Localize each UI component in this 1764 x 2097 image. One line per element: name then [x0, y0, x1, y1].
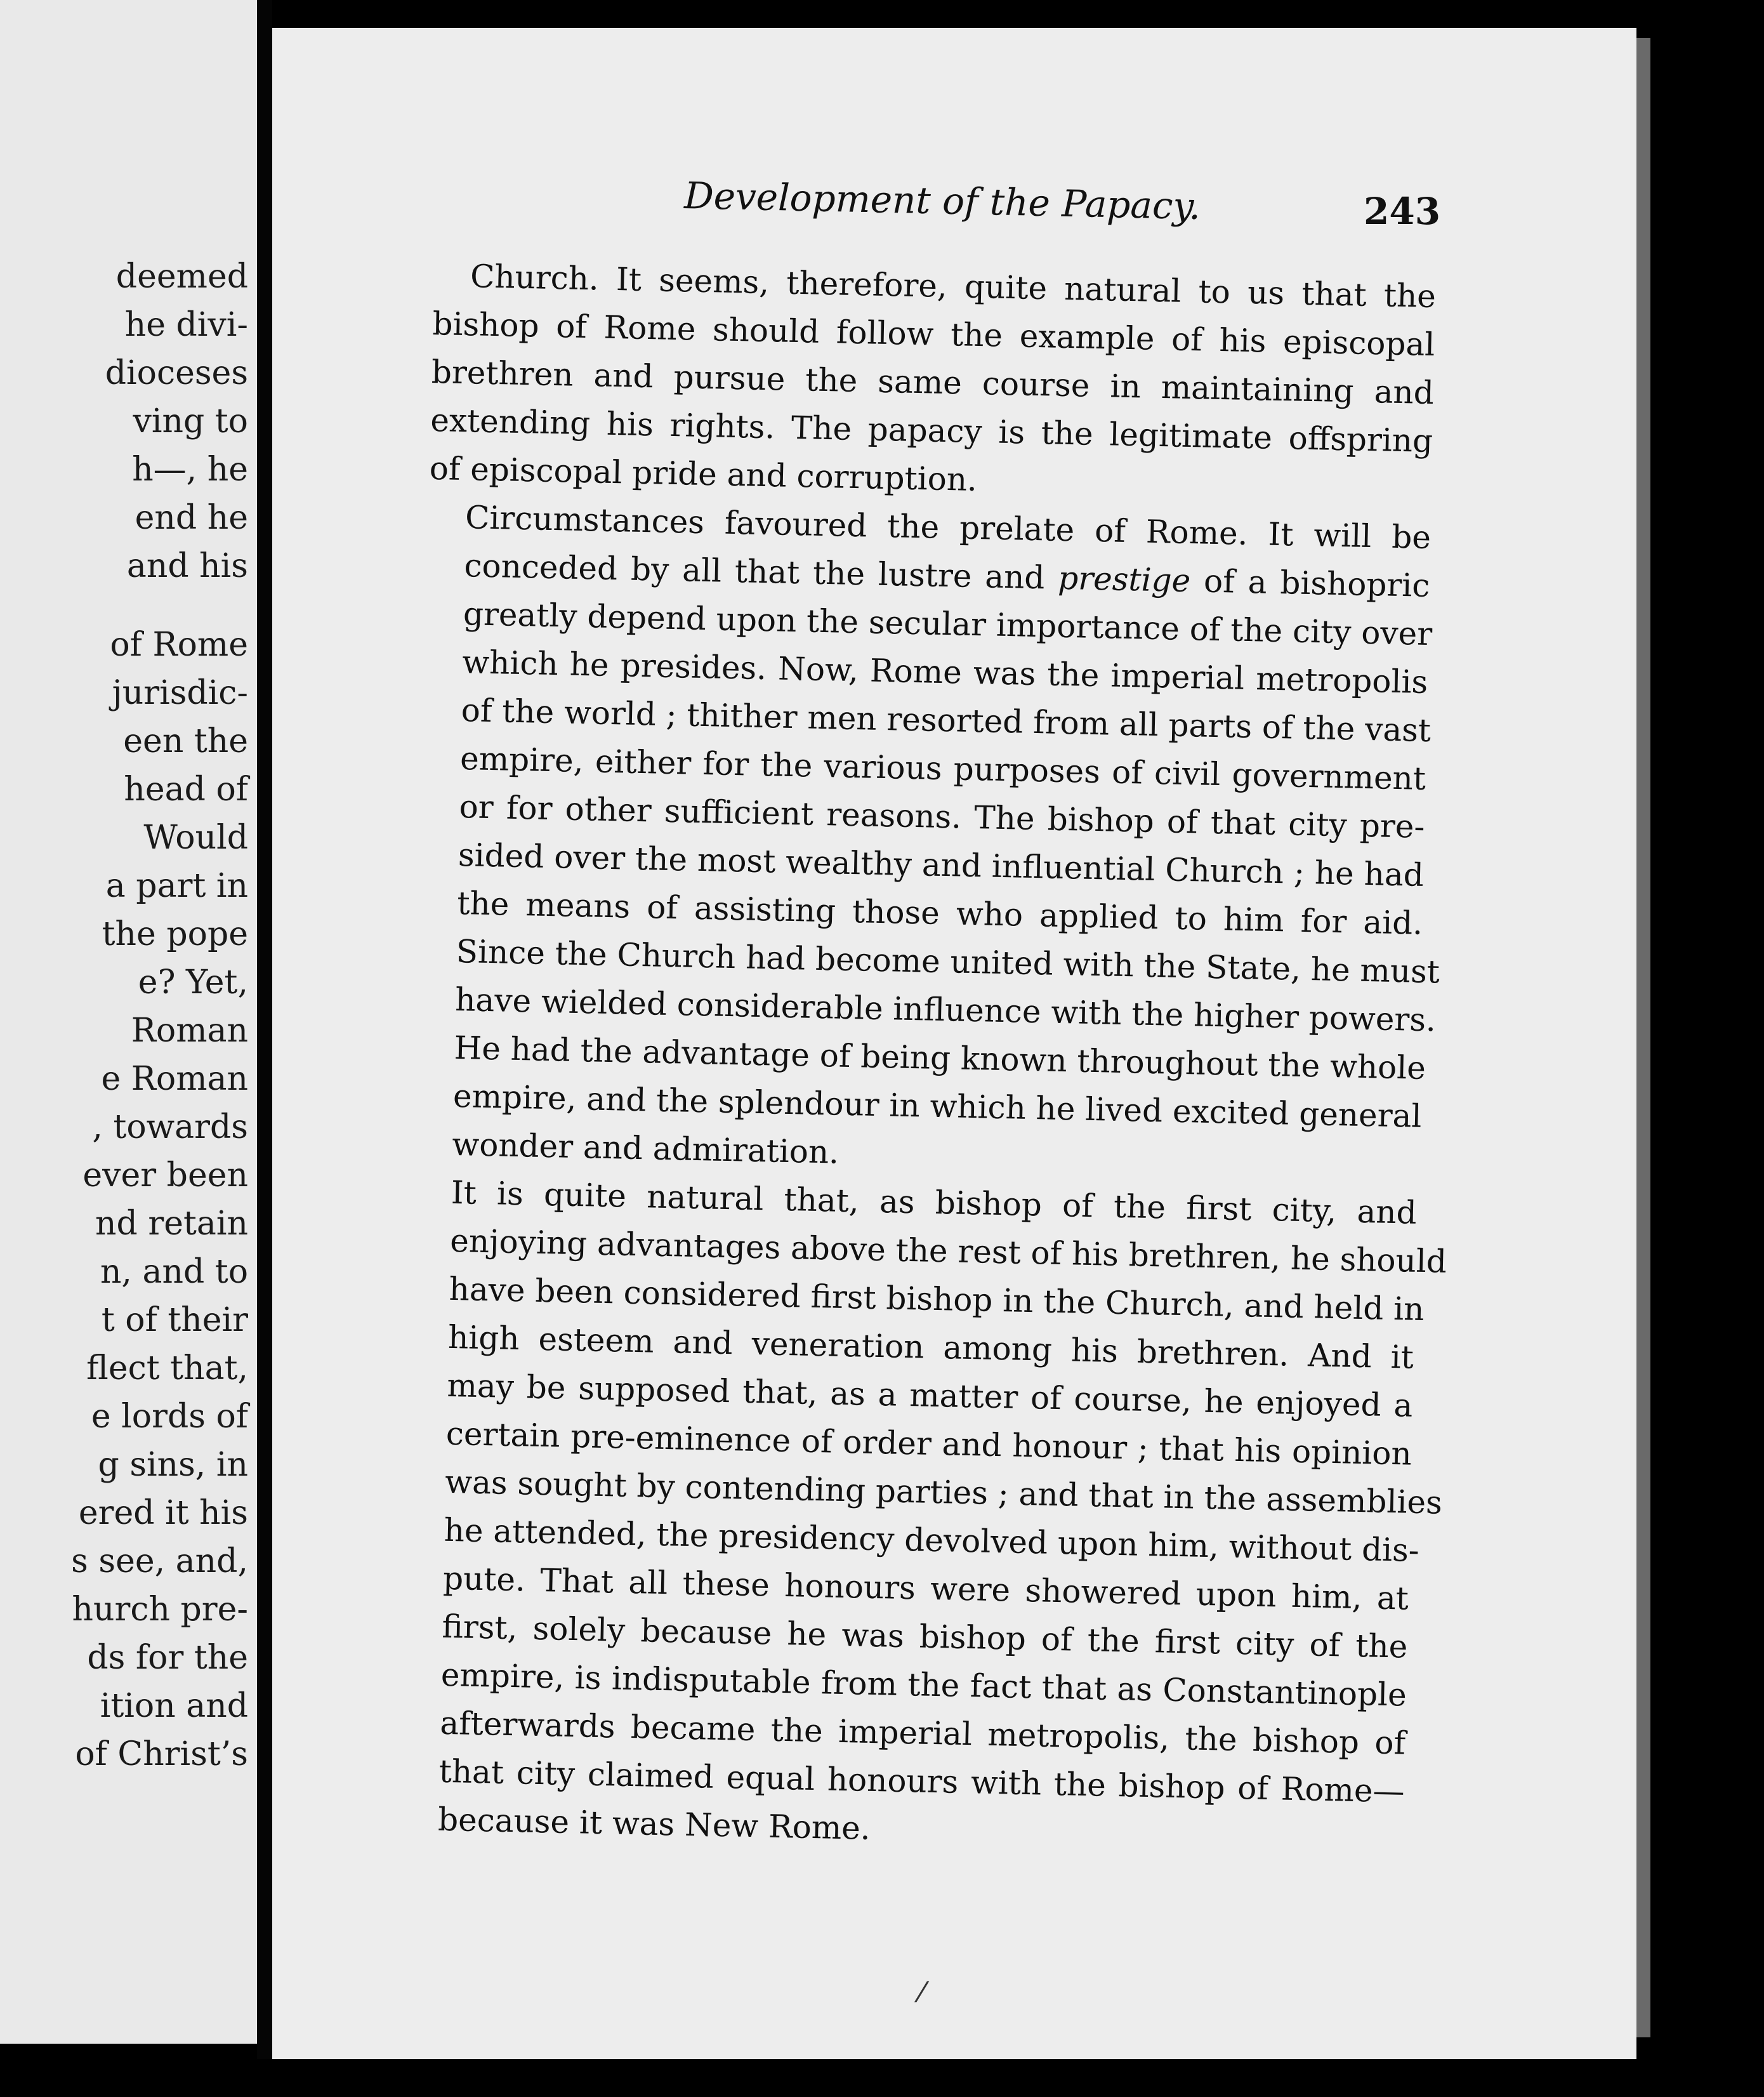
page-edge: [1636, 38, 1650, 2037]
left-page-line: hurch pre-: [72, 1591, 248, 1629]
left-page-line: and his: [126, 547, 248, 585]
text-line: It is quite natural that, as bishop of the first city, and: [451, 1174, 1418, 1231]
text-line: enjoying advantages above the rest of his brethren, he should: [449, 1222, 1447, 1280]
left-page-line: n, and to: [100, 1253, 248, 1291]
left-page-line: [0, 590, 248, 621]
text-line: greatly depend upon the secular importance of the city over: [463, 595, 1433, 653]
running-head: Development of the Papacy.: [683, 174, 1201, 228]
left-page-line: Roman: [131, 1012, 248, 1050]
paragraph: [429, 251, 1437, 513]
text-line: pute. That all these honours were showered upon him, at: [442, 1559, 1409, 1617]
page-number: 243: [1364, 190, 1441, 233]
left-page-line: Would: [143, 819, 248, 857]
paragraph: [400, 1168, 1447, 1864]
text-line: the means of assisting those who applied to him for aid.: [456, 884, 1423, 942]
text-line: sided over the most wealthy and influential Church ; he had: [457, 837, 1425, 894]
book-gutter: [257, 0, 272, 2097]
bottom-shadow: [0, 2059, 1764, 2097]
text-line: wonder and admiration.: [451, 1125, 839, 1171]
left-page-line: of Christ’s: [75, 1735, 248, 1773]
right-page: [272, 28, 1636, 2059]
text-line: that city claimed equal honours with the bishop of Rome—: [438, 1752, 1405, 1810]
left-page-line: e? Yet,: [138, 963, 248, 1002]
text-line: Circumstances favoured the prelate of Rome. It will be: [464, 499, 1432, 556]
left-page-line: of Rome: [110, 626, 248, 664]
left-page-line: ever been: [82, 1156, 248, 1194]
left-page-line: e Roman: [101, 1060, 248, 1098]
left-page-line: g sins, in: [98, 1446, 248, 1484]
text-line: conceded by all that the lustre and prestige of a bishopric: [464, 547, 1430, 604]
left-page-line: deemed: [115, 258, 248, 296]
text-line: or for other sufficient reasons. The bishop of that city pre-: [459, 788, 1425, 845]
left-page-line: dioceses: [105, 354, 248, 392]
left-page-line: head of: [124, 771, 248, 809]
text-line: Church. It seems, therefore, quite natural to us that the: [470, 258, 1437, 315]
left-page-line: , towards: [92, 1108, 248, 1146]
text-line: of the world ; thither men resorted from all parts of the vast: [461, 692, 1432, 750]
left-page-line: ving to: [133, 402, 248, 440]
text-line: brethren and pursue the same course in maintaining and: [431, 353, 1435, 412]
left-page-line: he divi-: [124, 306, 248, 344]
text-line: bishop of Rome should follow the example of his episcopal: [432, 305, 1435, 364]
text-line: first, solely because he was bishop of the first city of the: [442, 1608, 1408, 1665]
text-line: empire, and the splendour in which he lived excited general: [452, 1077, 1422, 1135]
left-page-line: nd retain: [95, 1205, 248, 1243]
ink-speck: ⁄: [919, 1976, 925, 2009]
left-page-line: s see, and,: [71, 1542, 248, 1580]
body-text: [400, 251, 1447, 1864]
left-page-line: e lords of: [91, 1398, 248, 1436]
left-page-line: h—, he: [132, 451, 248, 489]
left-page-line: flect that,: [86, 1349, 248, 1387]
text-line: which he presides. Now, Rome was the imperial metropolis: [461, 644, 1428, 701]
text-line: high esteem and veneration among his brethren. And it: [447, 1318, 1414, 1376]
text-line: have wielded considerable influence with the higher powers.: [454, 981, 1437, 1039]
left-page-line: jurisdic-: [112, 674, 248, 712]
text-line: He had the advantage of being known throughout the whole: [454, 1029, 1426, 1087]
left-page: [0, 0, 257, 2044]
text-line: because it was New Rome.: [437, 1801, 871, 1847]
text-line: Since the Church had become united with the State, he must: [456, 932, 1440, 991]
text-line: he attended, the presidency devolved upon him, without dis-: [444, 1511, 1420, 1569]
text-line: extending his rights. The papacy is the legitimate offspring: [430, 401, 1433, 460]
text-line: certain pre-eminence of order and honour ; that his opinion: [445, 1415, 1412, 1472]
paragraph: [415, 493, 1440, 1189]
left-page-line: ered it his: [78, 1494, 248, 1532]
left-page-line: t of their: [101, 1301, 248, 1339]
text-line: afterwards became the imperial metropolis, the bishop of: [439, 1704, 1406, 1762]
left-page-text: [0, 253, 248, 1778]
text-line: have been considered first bishop in the Church, and held in: [449, 1270, 1425, 1328]
text-line: empire, either for the various purposes of civil government: [459, 740, 1426, 797]
left-page-line: een the: [123, 722, 248, 760]
left-page-line: end he: [135, 499, 248, 537]
text-line: empire, is indisputable from the fact that as Constantinople: [440, 1656, 1407, 1714]
left-page-line: the pope: [102, 915, 248, 953]
left-page-line: ds for the: [87, 1639, 248, 1677]
left-page-line: a part in: [105, 867, 248, 905]
text-line: may be supposed that, as a matter of course, he enjoyed a: [446, 1366, 1413, 1424]
text-line: of episcopal pride and corruption.: [429, 449, 978, 498]
text-line: was sought by contending parties ; and that in the assemblies: [444, 1463, 1443, 1521]
left-page-line: ition and: [100, 1687, 248, 1725]
